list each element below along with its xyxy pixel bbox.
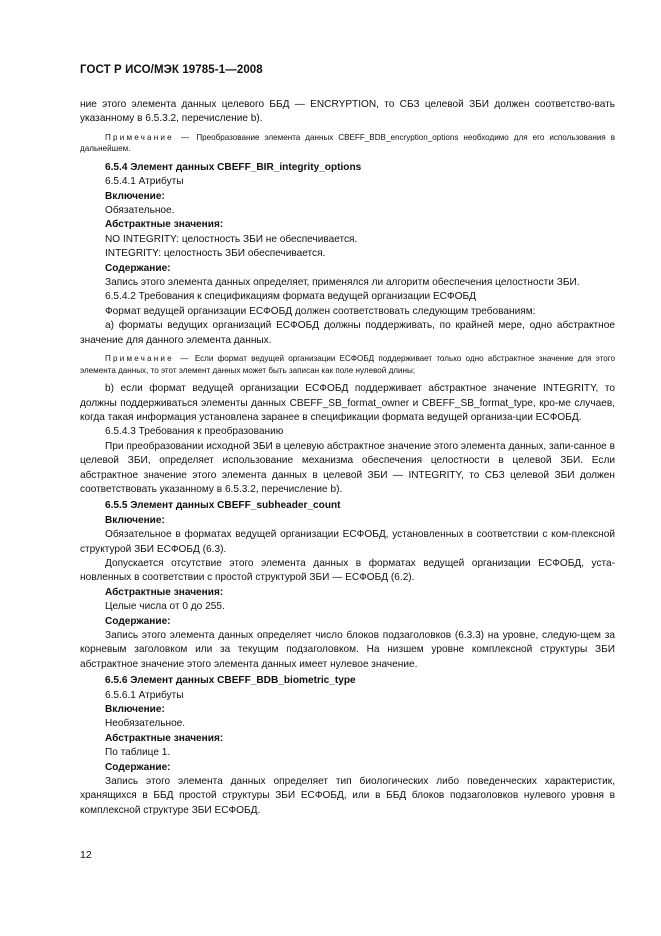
- note-label: Примечание —: [105, 354, 191, 364]
- content-text: Запись этого элемента данных определяет число блоков подзаголовков (6.3.3) на уровне, следую-щем за корневым заголовком или за текущим подзаголовком. На низшем уровне комплексной структуры ЗБИ абстрактное значение этого элемента данных имеет нулевое значение.: [80, 630, 615, 670]
- page-header: ГОСТ Р ИСО/МЭК 19785-1—2008: [80, 64, 263, 76]
- page-number: 12: [80, 849, 92, 861]
- conversion-text: При преобразовании исходной ЗБИ в целевую абстрактное значение этого элемента данных, запи-санное в целевой ЗБИ, определяет использование механизма обеспечения целостности в целевой ЗБИ. Если абстрактное значение этого элемента данных в целевой ЗБИ — INTEGRITY, то СБЗ целевой ЗБИ должен соответствовать указанному в 6.5.3.2, перечисление b).: [80, 440, 615, 495]
- section-heading-6-5-4: 6.5.4 Элемент данных CBEFF_BIR_integrity_options: [105, 161, 362, 173]
- note-label: Примечание —: [105, 132, 192, 142]
- inclusion-value: Обязательное в форматах ведущей организации ЕСФОБД, установленных в соответствии с ком-плексной структурой ЗБИ ЕСФОБД (6.3).: [80, 529, 615, 555]
- requirements-intro: Формат ведущей организации ЕСФОБД должен соответствовать следующим требованиям:: [105, 305, 536, 317]
- label-abstract-values: Абстрактные значения:: [105, 732, 224, 744]
- label-content: Содержание:: [105, 262, 171, 274]
- requirement-b: b) если формат ведущей организации ЕСФОБД поддерживает абстрактное значение INTEGRITY, то должны поддерживаться элементы данных CBEFF_SB_format_owner и CBEFF_SB_format_type, кро-ме случаев, когда такая информация установлена заранее в спецификации формата ведущей организа-ции ЕСФОБД.: [80, 383, 615, 423]
- section-heading-6-5-6: 6.5.6 Элемент данных CBEFF_BDB_biometric_type: [105, 675, 356, 687]
- abstract-value-no-integrity: NO INTEGRITY: целостность ЗБИ не обеспечивается.: [105, 233, 358, 245]
- document-body: [80, 98, 615, 818]
- section-heading-6-5-5: 6.5.5 Элемент данных CBEFF_subheader_count: [105, 500, 341, 512]
- abstract-value-integrity: INTEGRITY: целостность ЗБИ обеспечивается.: [105, 248, 326, 260]
- note-text: Если формат ведущей организации ЕСФОБД поддерживает только одно абстрактное значение для этого элемента данных, то этот элемент данных может быть записан как поле нулевой длины;: [80, 354, 615, 375]
- note-1: [80, 132, 615, 155]
- label-inclusion: Включение:: [105, 704, 165, 716]
- content-text: Запись этого элемента данных определяет, применялся ли алгоритм обеспечения целостности ЗБИ.: [105, 277, 580, 289]
- label-abstract-values: Абстрактные значения:: [105, 219, 224, 231]
- subsection-6-5-4-1: 6.5.4.1 Атрибуты: [105, 176, 184, 188]
- label-inclusion: Включение:: [105, 190, 165, 202]
- inclusion-value: Обязательное.: [105, 205, 175, 217]
- subsection-6-5-4-3: 6.5.4.3 Требования к преобразованию: [105, 426, 284, 438]
- label-inclusion: Включение:: [105, 514, 165, 526]
- abstract-value-range: Целые числа от 0 до 255.: [105, 601, 225, 613]
- document-page: [80, 64, 615, 818]
- paragraph-continuation: ние этого элемента данных целевого ББД — ENCRYPTION, то СБЗ целевой ЗБИ должен соответство-вать указанному в 6.5.3.2, перечисление b).: [80, 99, 615, 125]
- note-2: [80, 353, 615, 376]
- requirement-a: а) форматы ведущих организаций ЕСФОБД должны поддерживать, по крайней мере, одно абстрактное значение для данного элемента данных.: [80, 320, 615, 346]
- subsection-6-5-4-2: 6.5.4.2 Требования к спецификациям формата ведущей организации ЕСФОБД: [105, 291, 476, 303]
- label-content: Содержание:: [105, 761, 171, 773]
- subsection-6-5-6-1: 6.5.6.1 Атрибуты: [105, 689, 184, 701]
- inclusion-value: Необязательное.: [105, 718, 186, 730]
- label-abstract-values: Абстрактные значения:: [105, 586, 224, 598]
- note-text: Преобразование элемента данных CBEFF_BDB_encryption_options необходимо для его использования в дальнейшем.: [80, 132, 616, 154]
- label-content: Содержание:: [105, 615, 171, 627]
- abstract-value-table: По таблице 1.: [105, 747, 171, 759]
- content-text: Запись этого элемента данных определяет тип биологических либо поведенческих характеристик, хранящихся в ББД простой структуры ЗБИ ЕСФОБД, или в ББД блоков подзаголовков нулевого уровня в комплексной структуре ЗБИ ЕСФОБД.: [80, 776, 615, 816]
- inclusion-optional: Допускается отсутствие этого элемента данных в форматах ведущей организации ЕСФОБД, уста-новленных в соответствии с простой структурой ЗБИ — ЕСФОБД (6.2).: [80, 557, 615, 584]
